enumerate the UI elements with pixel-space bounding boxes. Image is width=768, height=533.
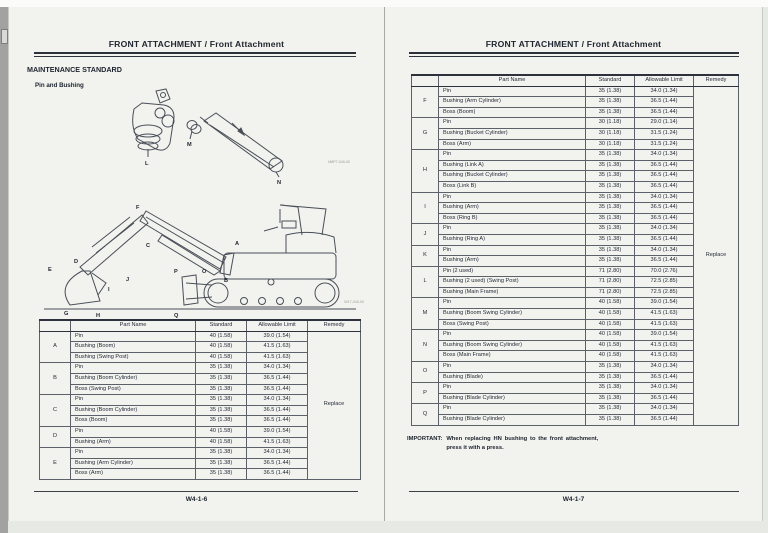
group-letter-cell: H [412, 150, 439, 192]
value-cell: 34.0 (1.34) [635, 192, 694, 203]
section-heading: MAINTENANCE STANDARD [27, 65, 122, 74]
part-name-cell: Bushing (Boom Swing Cylinder) [439, 340, 586, 351]
part-name-cell: Boss (Arm) [439, 139, 586, 150]
part-name-cell: Pin [439, 118, 586, 129]
figure-label: G [64, 311, 69, 317]
value-cell: 34.0 (1.34) [635, 86, 694, 97]
table-row [412, 298, 739, 309]
part-name-cell: Pin [439, 298, 586, 309]
part-name-cell: Boss (Link B) [439, 181, 586, 192]
table-row [412, 86, 739, 97]
part-name-cell: Bushing (2 used) (Swing Post) [439, 277, 586, 288]
value-cell: 35 (1.38) [196, 405, 247, 416]
value-cell: 34.0 (1.34) [635, 150, 694, 161]
value-cell: 40 (1.58) [586, 298, 635, 309]
column-header: Part Name [71, 320, 196, 331]
title-rule [409, 52, 739, 57]
value-cell: 34.0 (1.34) [247, 395, 308, 406]
value-cell: 35 (1.38) [586, 160, 635, 171]
part-name-cell: Pin [439, 362, 586, 373]
part-name-cell: Pin [71, 395, 196, 406]
group-letter-cell: G [412, 118, 439, 150]
group-letter-cell: I [412, 192, 439, 224]
value-cell: 35 (1.38) [586, 86, 635, 97]
part-name-cell: Bushing (Arm) [439, 256, 586, 267]
value-cell: 40 (1.58) [586, 330, 635, 341]
part-name-cell: Pin [439, 404, 586, 415]
part-name-cell: Pin [439, 86, 586, 97]
value-cell: 35 (1.38) [196, 384, 247, 395]
figure-excavator-side-view [34, 183, 369, 323]
value-cell: 41.5 (1.63) [247, 342, 308, 353]
value-cell: 35 (1.38) [586, 415, 635, 426]
part-name-cell: Boss (Ring B) [439, 213, 586, 224]
part-name-cell: Bushing (Boom Swing Cylinder) [439, 309, 586, 320]
figure-code: M8P7-040-00 [328, 160, 350, 164]
value-cell: 35 (1.38) [586, 97, 635, 108]
value-cell: 39.0 (1.54) [635, 330, 694, 341]
value-cell: 35 (1.38) [196, 458, 247, 469]
part-name-cell: Bushing (Main Frame) [439, 287, 586, 298]
value-cell: 35 (1.38) [586, 372, 635, 383]
value-cell: 35 (1.38) [586, 383, 635, 394]
value-cell: 40 (1.58) [586, 309, 635, 320]
remedy-cell: Replace [308, 331, 361, 479]
value-cell: 34.0 (1.34) [635, 362, 694, 373]
part-name-cell: Bushing (Blade Cylinder) [439, 415, 586, 426]
table-row [412, 256, 739, 267]
part-name-cell: Bushing (Arm Cylinder) [71, 458, 196, 469]
value-cell: 35 (1.38) [586, 150, 635, 161]
part-name-cell: Bushing (Bucket Cylinder) [439, 128, 586, 139]
part-name-cell: Bushing (Arm Cylinder) [439, 97, 586, 108]
page-right [385, 7, 763, 521]
part-name-cell: Pin (2 used) [439, 266, 586, 277]
group-letter-cell: B [40, 363, 71, 395]
group-letter-cell: O [412, 362, 439, 383]
group-letter-cell: M [412, 298, 439, 330]
part-name-cell: Boss (Swing Post) [439, 319, 586, 330]
figure-label: N [277, 180, 282, 186]
table-row [412, 234, 739, 245]
page-title: FRONT ATTACHMENT / Front Attachment [108, 39, 285, 49]
table-row [412, 404, 739, 415]
part-name-cell: Pin [439, 330, 586, 341]
figure-label: E [48, 267, 52, 273]
table-row [412, 330, 739, 341]
part-name-cell: Boss (Main Frame) [439, 351, 586, 362]
group-letter-cell: E [40, 448, 71, 480]
value-cell: 36.5 (1.44) [635, 181, 694, 192]
value-cell: 36.5 (1.44) [247, 469, 308, 480]
table-row [412, 181, 739, 192]
group-letter-cell: Q [412, 404, 439, 425]
page-number: W4-1-6 [185, 496, 208, 503]
value-cell: 40 (1.58) [196, 437, 247, 448]
group-letter-cell: L [412, 266, 439, 298]
table-row [412, 351, 739, 362]
page-left [8, 7, 385, 521]
figure-label: D [74, 259, 79, 265]
group-letter-cell: J [412, 224, 439, 245]
value-cell: 35 (1.38) [586, 404, 635, 415]
value-cell: 36.5 (1.44) [635, 203, 694, 214]
value-cell: 31.5 (1.24) [635, 139, 694, 150]
table-corner-cell [40, 320, 71, 331]
column-header: Remedy [694, 75, 739, 86]
value-cell: 36.5 (1.44) [635, 171, 694, 182]
title-rule [34, 52, 356, 57]
part-name-cell: Boss (Swing Post) [71, 384, 196, 395]
spec-table-right [411, 74, 738, 426]
value-cell: 35 (1.38) [586, 224, 635, 235]
value-cell: 34.0 (1.34) [247, 448, 308, 459]
value-cell: 36.5 (1.44) [635, 160, 694, 171]
value-cell: 36.5 (1.44) [635, 256, 694, 267]
part-name-cell: Bushing (Arm) [71, 437, 196, 448]
part-name-cell: Pin [439, 224, 586, 235]
part-name-cell: Bushing (Boom Cylinder) [71, 405, 196, 416]
part-name-cell: Pin [439, 383, 586, 394]
column-header: Remedy [308, 320, 361, 331]
value-cell: 36.5 (1.44) [635, 372, 694, 383]
value-cell: 72.5 (2.85) [635, 277, 694, 288]
part-name-cell: Bushing (Blade Cylinder) [439, 393, 586, 404]
value-cell: 35 (1.38) [196, 416, 247, 427]
table-row [412, 150, 739, 161]
table-row [412, 192, 739, 203]
viewer-top-edge [0, 0, 768, 7]
important-text: When replacing HN bushing to the front attachment, press it with a press. [446, 436, 599, 452]
part-name-cell: Pin [71, 363, 196, 374]
viewer-edge-marker [1, 29, 8, 44]
part-name-cell: Boss (Boom) [71, 416, 196, 427]
part-name-cell: Bushing (Blade) [439, 372, 586, 383]
value-cell: 35 (1.38) [586, 234, 635, 245]
value-cell: 41.5 (1.63) [635, 351, 694, 362]
group-letter-cell: F [412, 86, 439, 118]
table-row [412, 415, 739, 426]
value-cell: 30 (1.18) [586, 139, 635, 150]
figure-label: M [187, 142, 192, 148]
page-title: FRONT ATTACHMENT / Front Attachment [485, 39, 662, 49]
value-cell: 35 (1.38) [196, 395, 247, 406]
important-label: IMPORTANT: [407, 436, 443, 442]
table-row [412, 203, 739, 214]
part-name-cell: Pin [71, 426, 196, 437]
part-name-cell: Bushing (Arm) [439, 203, 586, 214]
part-name-cell: Pin [71, 448, 196, 459]
table-row [412, 160, 739, 171]
table-row [412, 340, 739, 351]
part-name-cell: Bushing (Boom) [71, 342, 196, 353]
part-name-cell: Bushing (Ring A) [439, 234, 586, 245]
value-cell: 71 (2.80) [586, 287, 635, 298]
table-row [412, 245, 739, 256]
value-cell: 34.0 (1.34) [635, 404, 694, 415]
value-cell: 40 (1.58) [196, 426, 247, 437]
group-letter-cell: C [40, 395, 71, 427]
figure-label: I [108, 287, 110, 293]
table-row [412, 393, 739, 404]
figure-label: C [146, 243, 151, 249]
value-cell: 41.5 (1.63) [247, 352, 308, 363]
table-row [412, 128, 739, 139]
value-cell: 41.5 (1.63) [247, 437, 308, 448]
value-cell: 36.5 (1.44) [635, 213, 694, 224]
table-row [412, 309, 739, 320]
table-row [412, 362, 739, 373]
group-letter-cell: N [412, 330, 439, 362]
value-cell: 35 (1.38) [586, 245, 635, 256]
value-cell: 35 (1.38) [586, 213, 635, 224]
value-cell: 36.5 (1.44) [635, 415, 694, 426]
figure-label: O [202, 269, 207, 275]
value-cell: 41.5 (1.63) [635, 309, 694, 320]
group-letter-cell: K [412, 245, 439, 266]
value-cell: 41.5 (1.63) [635, 340, 694, 351]
value-cell: 36.5 (1.44) [635, 393, 694, 404]
figure-code: W17-040-00 [344, 300, 364, 304]
value-cell: 34.0 (1.34) [247, 363, 308, 374]
value-cell: 36.5 (1.44) [247, 458, 308, 469]
table-row [412, 107, 739, 118]
page-number: W4-1-7 [562, 496, 585, 503]
table-row [412, 139, 739, 150]
value-cell: 40 (1.58) [586, 340, 635, 351]
value-cell: 36.5 (1.44) [247, 384, 308, 395]
value-cell: 72.5 (2.85) [635, 287, 694, 298]
value-cell: 35 (1.38) [196, 373, 247, 384]
figure-label: A [235, 241, 240, 247]
value-cell: 40 (1.58) [196, 352, 247, 363]
value-cell: 35 (1.38) [586, 256, 635, 267]
value-cell: 40 (1.58) [196, 342, 247, 353]
value-cell: 40 (1.58) [196, 331, 247, 342]
value-cell: 40 (1.58) [586, 319, 635, 330]
value-cell: 39.0 (1.54) [247, 426, 308, 437]
value-cell: 70.0 (2.76) [635, 266, 694, 277]
table-corner-cell [412, 75, 439, 86]
footer-rule [34, 491, 358, 492]
table-row [40, 331, 361, 342]
value-cell: 34.0 (1.34) [635, 245, 694, 256]
part-name-cell: Boss (Boom) [439, 107, 586, 118]
value-cell: 36.5 (1.44) [247, 405, 308, 416]
value-cell: 30 (1.18) [586, 118, 635, 129]
table-row [412, 171, 739, 182]
column-header: Allowable Limit [247, 320, 308, 331]
group-letter-cell: D [40, 426, 71, 447]
footer-rule [409, 491, 739, 492]
part-name-cell: Boss (Arm) [71, 469, 196, 480]
value-cell: 35 (1.38) [586, 362, 635, 373]
value-cell: 40 (1.58) [586, 351, 635, 362]
column-header: Allowable Limit [635, 75, 694, 86]
figure-label: H [96, 313, 101, 319]
column-header: Standard [586, 75, 635, 86]
column-header: Part Name [439, 75, 586, 86]
part-name-cell: Pin [71, 331, 196, 342]
part-name-cell: Bushing (Link A) [439, 160, 586, 171]
part-name-cell: Pin [439, 150, 586, 161]
table-row [412, 266, 739, 277]
value-cell: 36.5 (1.44) [635, 234, 694, 245]
value-cell: 35 (1.38) [586, 393, 635, 404]
table-header-row [40, 320, 361, 331]
figure-label: B [224, 278, 229, 284]
value-cell: 35 (1.38) [196, 448, 247, 459]
table-row [412, 118, 739, 129]
spec-table [411, 74, 739, 426]
value-cell: 39.0 (1.54) [247, 331, 308, 342]
document-spread [8, 7, 764, 521]
table-row [412, 383, 739, 394]
value-cell: 35 (1.38) [196, 469, 247, 480]
value-cell: 36.5 (1.44) [635, 97, 694, 108]
part-name-cell: Pin [439, 245, 586, 256]
figure-label: P [174, 269, 178, 275]
figure-label: L [145, 161, 149, 167]
table-row [412, 97, 739, 108]
figure-label: Q [174, 313, 179, 319]
value-cell: 71 (2.80) [586, 266, 635, 277]
column-header: Standard [196, 320, 247, 331]
part-name-cell: Bushing (Boom Cylinder) [71, 373, 196, 384]
table-header-row [412, 75, 739, 86]
value-cell: 36.5 (1.44) [247, 416, 308, 427]
value-cell: 35 (1.38) [586, 107, 635, 118]
table-row [412, 224, 739, 235]
value-cell: 35 (1.38) [586, 192, 635, 203]
value-cell: 34.0 (1.34) [635, 224, 694, 235]
value-cell: 30 (1.18) [586, 128, 635, 139]
spec-table-left [39, 319, 361, 480]
group-letter-cell: A [40, 331, 71, 363]
figure-label: F [136, 205, 140, 211]
value-cell: 36.5 (1.44) [247, 373, 308, 384]
value-cell: 39.0 (1.54) [635, 298, 694, 309]
figure-swing-post-assembly [104, 87, 356, 187]
value-cell: 35 (1.38) [586, 171, 635, 182]
table-row [412, 277, 739, 288]
value-cell: 35 (1.38) [196, 363, 247, 374]
table-row [412, 287, 739, 298]
spec-table [39, 319, 361, 480]
value-cell: 34.0 (1.34) [635, 383, 694, 394]
table-row [412, 372, 739, 383]
viewer-left-edge [0, 7, 8, 533]
table-row [412, 319, 739, 330]
table-row [412, 213, 739, 224]
value-cell: 36.5 (1.44) [635, 107, 694, 118]
value-cell: 71 (2.80) [586, 277, 635, 288]
value-cell: 35 (1.38) [586, 181, 635, 192]
figure-label: J [126, 277, 130, 283]
part-name-cell: Pin [439, 192, 586, 203]
part-name-cell: Bushing (Swing Post) [71, 352, 196, 363]
value-cell: 31.5 (1.24) [635, 128, 694, 139]
value-cell: 35 (1.38) [586, 203, 635, 214]
value-cell: 29.0 (1.14) [635, 118, 694, 129]
sub-heading: Pin and Bushing [35, 82, 84, 89]
value-cell: 41.5 (1.63) [635, 319, 694, 330]
part-name-cell: Bushing (Bucket Cylinder) [439, 171, 586, 182]
group-letter-cell: P [412, 383, 439, 404]
remedy-cell: Replace [694, 86, 739, 425]
important-note [407, 435, 607, 454]
